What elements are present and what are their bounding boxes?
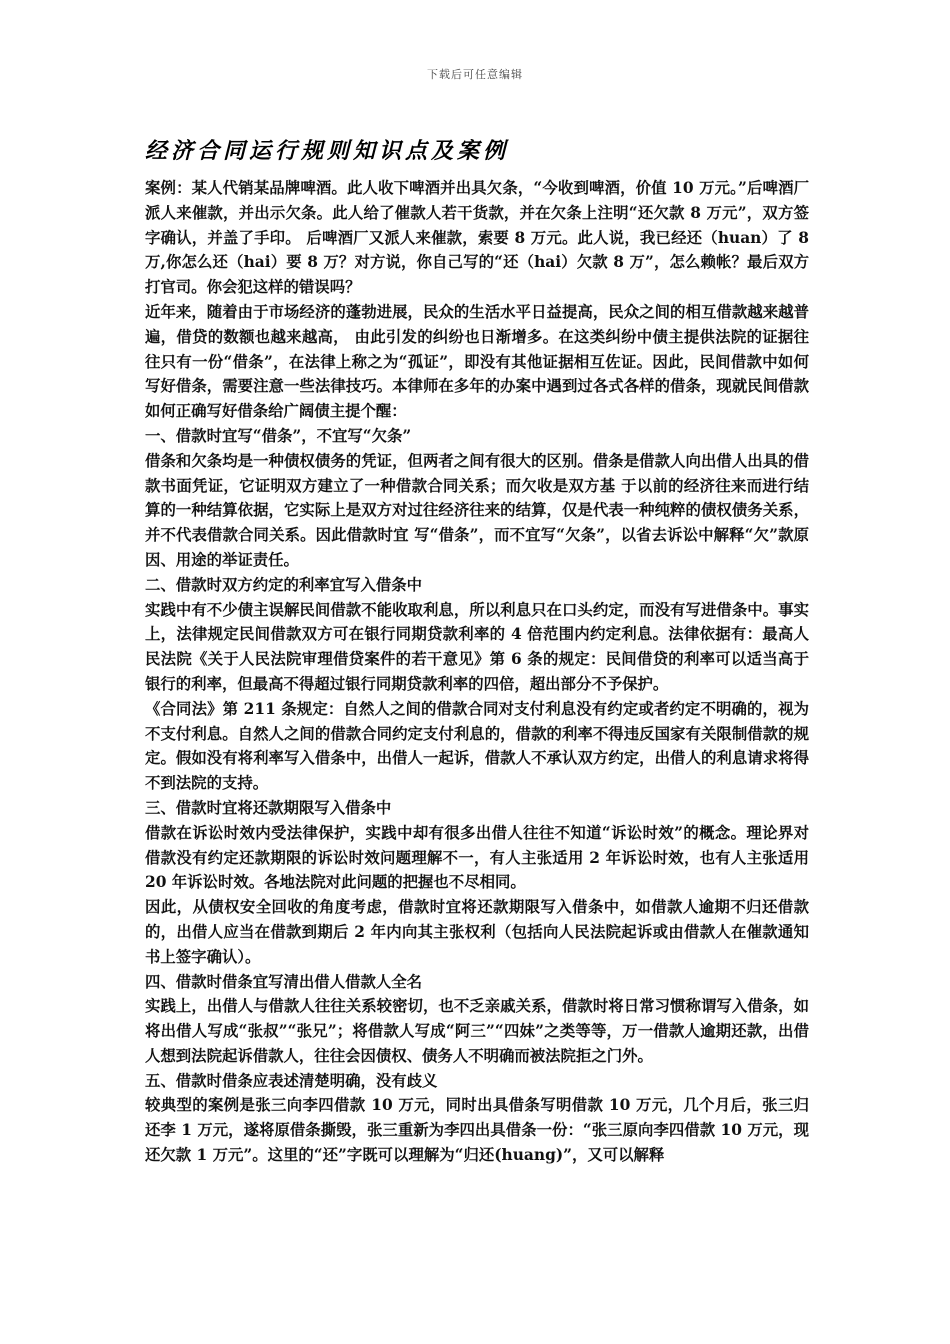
section-heading-1: 一、借款时宜写“借条”，不宜写“欠条”: [145, 426, 412, 445]
section-heading-5: 五、借款时借条应表述清楚明确，没有歧义: [145, 1071, 438, 1090]
paragraph-section-2b: 《合同法》第 211 条规定：自然人之间的借款合同对支付利息没有约定或者约定不明确的，视为不支付利息。自然人之间的借款合同约定支付利息的，借款的利率不得违反国家有关限制借款的规定。假如没有将利率写入借条中，出借人一起诉，借款人不承认双方约定，出借人的利息请求将得不到法院的支持。: [145, 699, 809, 793]
paragraph-case-intro: 案例：某人代销某品牌啤酒。此人收下啤酒并出具欠条，“今收到啤酒，价值 10 万元。”后啤酒厂派人来催款，并出示欠条。此人给了催款人若干货款，并在欠条上注明“还欠款 8 万元”，双方签字确认，并盖了手印。 后啤酒厂又派人来催款，索要 8 万元。此人说，我已经还（huan）了 8 万,你怎么还（hai）要 8 万？对方说，你自己写的“还（hai）欠款 8 万”，怎么赖帐？最后双方打官司。你会犯这样的错误吗？: [145, 179, 809, 297]
header-note: 下载后可任意编辑: [427, 68, 523, 81]
document-title: 经济合同运行规则知识点及案例: [145, 138, 510, 164]
section-heading-2: 二、借款时双方约定的利率宜写入借条中: [145, 575, 423, 594]
paragraph-background: 近年来，随着由于市场经济的蓬勃进展，民众的生活水平日益提高，民众之间的相互借款越来越普遍，借贷的数额也越来越高， 由此引发的纠纷也日渐增多。在这类纠纷中债主提供法院的证据往往只有一份“借条”，在法律上称之为“孤证”，即没有其他证据相互佐证。因此，民间借款中如何写好借条，需要注意一些法律技巧。本律师在多年的办案中遇到过各式各样的借条，现就民间借款如何正确写好借条给广阔债主提个醒：: [145, 302, 809, 421]
paragraph-section-3a: 借款在诉讼时效内受法律保护，实践中却有很多出借人往往不知道“诉讼时效”的概念。理论界对借款没有约定还款期限的诉讼时效问题理解不一，有人主张适用 2 年诉讼时效，也有人主张适用 20 年诉讼时效。各地法院对此问题的把握也不尽相同。: [145, 823, 809, 892]
section-heading-4: 四、借款时借条宜写清出借人借款人全名: [145, 972, 423, 991]
paragraph-section-5: 较典型的案例是张三向李四借款 10 万元，同时出具借条写明借款 10 万元，几个月后，张三归还李 1 万元，遂将原借条撕毁，张三重新为李四出具借条一份：“张三原向李四借款 10 万元，现还欠款 1 万元”。这里的“还”字既可以理解为“归还(huang)”，又可以解释: [145, 1096, 809, 1165]
paragraph-section-2a: 实践中有不少债主误解民间借款不能收取利息，所以利息只在口头约定，而没有写进借条中。事实上，法律规定民间借款双方可在银行同期贷款利率的 4 倍范围内约定利息。法律依据有：最高人民法院《关于人民法院审理借贷案件的若干意见》第 6 条的规定：民间借贷的利率可以适当高于银行的利率，但最高不得超过银行同期贷款利率的四倍，超出部分不予保护。: [145, 600, 809, 693]
paragraph-section-3b: 因此，从债权安全回收的角度考虑，借款时宜将还款期限写入借条中，如借款人逾期不归还借款的，出借人应当在借款到期后 2 年内向其主张权利（包括向人民法院起诉或由借款人在催款通知书上签字确认）。: [145, 898, 809, 966]
paragraph-section-1: 借条和欠条均是一种债权债务的凭证，但两者之间有很大的区别。借条是借款人向出借人出具的借款书面凭证，它证明双方建立了一种借款合同关系；而欠收是双方基 于以前的经济往来而进行结算的一种结算依据，它实际上是双方对过往经济往来的结算，仅是代表一种纯粹的债权债务关系，并不代表借款合同关系。因此借款时宜 写“借条”，而不宜写“欠条”，以省去诉讼中解释“欠”款原因、用途的举证责任。: [145, 451, 809, 569]
document-body: [145, 176, 809, 1168]
section-heading-3: 三、借款时宜将还款期限写入借条中: [145, 798, 392, 817]
paragraph-section-4: 实践上，出借人与借款人往往关系较密切，也不乏亲戚关系，借款时将日常习惯称谓写入借条，如将出借人写成“张叔”“张兄”；将借款人写成“阿三”“四妹”之类等等，万一借款人逾期还款，出借人想到法院起诉借款人，往往会因债权、债务人不明确而被法院拒之门外。: [145, 997, 809, 1065]
